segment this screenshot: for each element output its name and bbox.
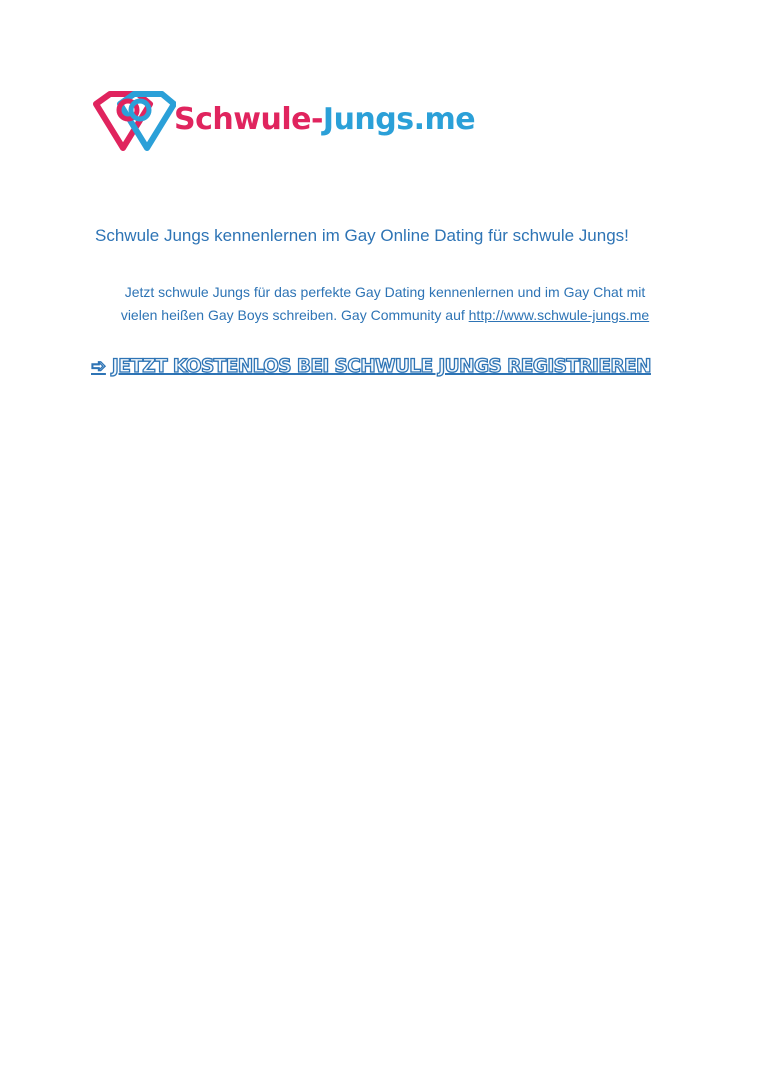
intro-line-2: vielen heißen Gay Boys schreiben. Gay Community auf — [120, 307, 469, 323]
register-link[interactable] — [91, 356, 651, 377]
diamond-heart-logo-icon — [92, 88, 176, 154]
site-link[interactable]: http://www.schwule-jungs.me — [468, 307, 650, 323]
intro-line-1: Jetzt schwule Jungs für das perfekte Gay Dating kennenlernen und im Gay Chat mit — [124, 284, 646, 300]
logo-wordmark — [174, 102, 475, 137]
page-heading: Schwule Jungs kennenlernen im Gay Online Dating für schwule Jungs! — [95, 226, 629, 245]
register-label: JETZT KOSTENLOS BEI SCHWULE JUNGS REGISTRIEREN — [111, 356, 651, 377]
logo-text-blue: Jungs.me — [322, 101, 476, 137]
logo-text-pink: Schwule- — [174, 101, 323, 137]
arrow-right-icon: ➩ — [91, 356, 106, 377]
intro-paragraph — [90, 281, 680, 327]
site-logo — [92, 88, 475, 154]
